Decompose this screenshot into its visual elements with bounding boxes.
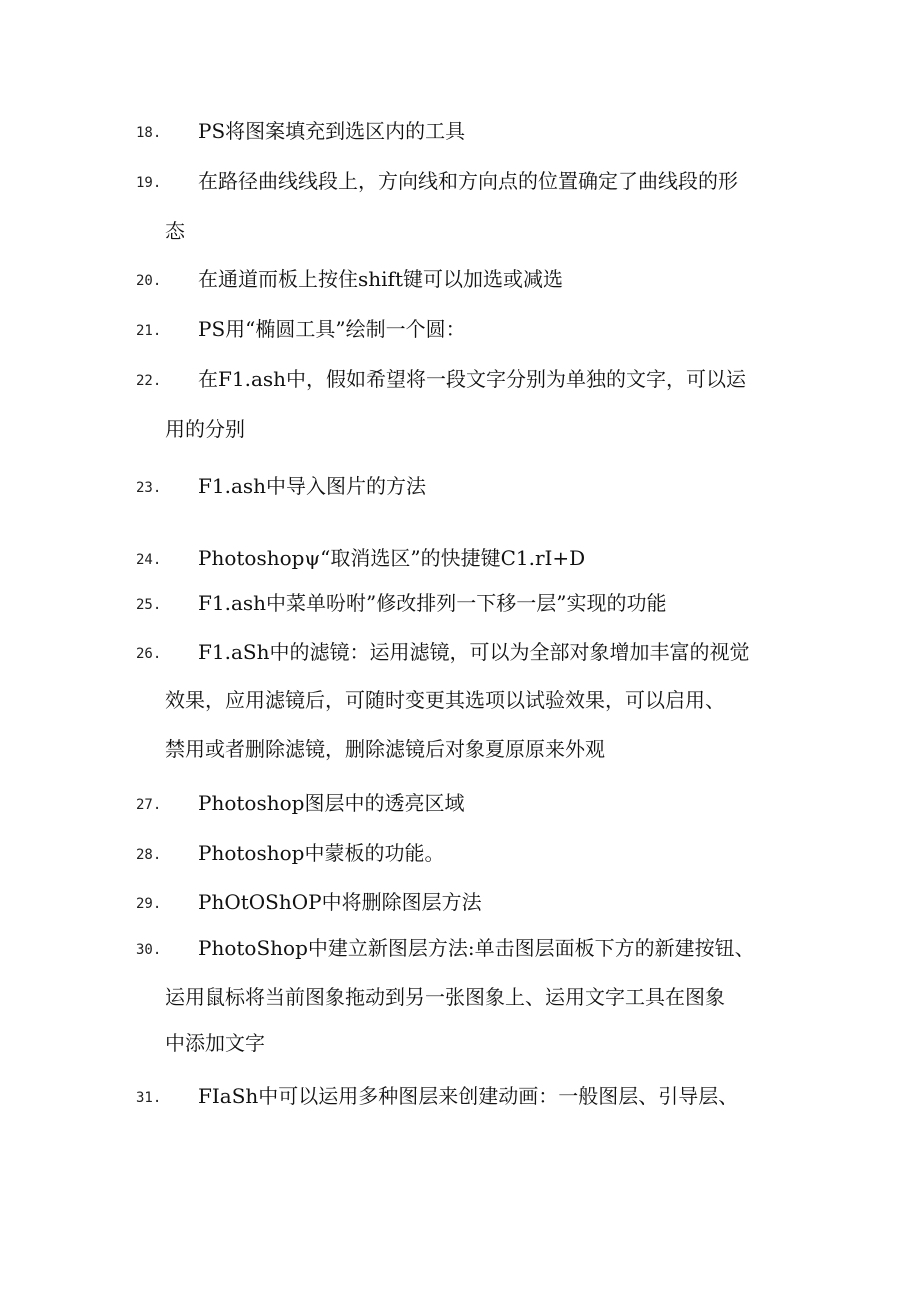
item-text: Photoshopψ“取消选区”的快捷键C1.rI+D [198,546,586,570]
item-number: 24. [136,552,162,568]
item-number: 22. [136,373,162,389]
item-text: 在通道而板上按住shift键可以加选或减选 [198,267,563,291]
item-number: 21. [136,323,162,339]
item-text: F1.ash中导入图片的方法 [198,474,427,498]
item-text: FIaSh中可以运用多种图层来创建动画：一般图层、引导层、 [198,1084,739,1108]
item-number: 20. [136,273,162,289]
item-number: 19. [136,175,162,191]
item-text: PS用“椭圆工具”绘制一个圆： [198,317,466,341]
item-text-continuation: 中添加文字 [165,1031,265,1055]
item-text: F1.ash中菜单吩咐”修改排列一下移一层”实现的功能 [198,591,667,615]
item-text: Photoshop中蒙板的功能。 [198,841,445,865]
item-text: 在F1.ash中，假如希望将一段文字分别为单独的文字，可以运 [198,367,747,391]
item-text: PS将图案填充到选区内的工具 [198,119,466,143]
item-number: 31. [136,1090,162,1106]
item-text: 在路径曲线线段上，方向线和方向点的位置确定了曲线段的形 [198,169,738,193]
item-text: PhOtOShOP中将删除图层方法 [198,890,482,914]
item-text: F1.aSh中的滤镜：运用滤镜，可以为全部对象增加丰富的视觉 [198,640,750,664]
item-number: 18. [136,125,162,141]
item-text-continuation: 态 [165,219,185,243]
item-number: 27. [136,797,162,813]
item-number: 28. [136,847,162,863]
item-text-continuation: 用的分别 [165,417,245,441]
item-number: 23. [136,480,162,496]
item-text-continuation: 效果，应用滤镜后，可随时变更其选项以试验效果，可以启用、 [165,688,725,712]
item-text: Photoshop图层中的透亮区域 [198,791,465,815]
item-text-continuation: 运用鼠标将当前图象拖动到另一张图象上、运用文字工具在图象 [165,985,725,1009]
item-number: 26. [136,646,162,662]
item-number: 30. [136,942,162,958]
item-number: 29. [136,896,162,912]
item-text-continuation: 禁用或者删除滤镜，删除滤镜后对象夏原原来外观 [165,737,605,761]
item-number: 25. [136,597,162,613]
item-text: PhotoShop中建立新图层方法:单击图层面板下方的新建按钮、 [198,936,755,960]
